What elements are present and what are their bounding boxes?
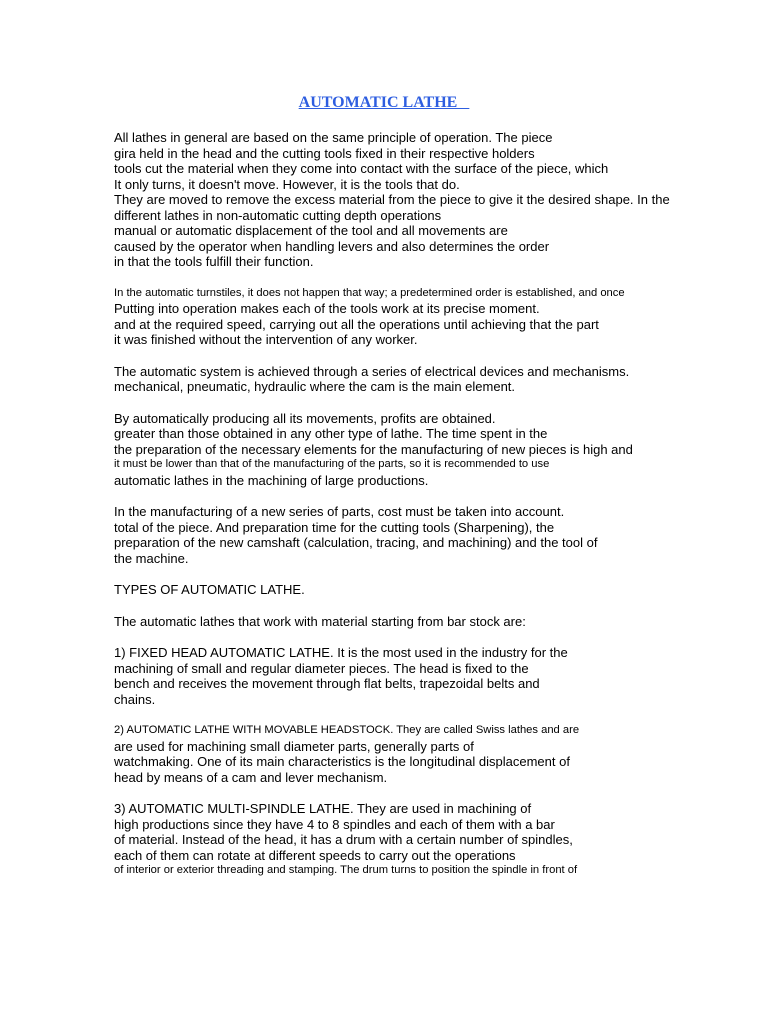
text-line: tools cut the material when they come into contact with the surface of the piece, which <box>114 161 609 176</box>
text-line: chains. <box>114 691 156 707</box>
text-line: watchmaking. One of its main characteristics is the longitudinal displacement of <box>114 754 570 769</box>
text-line: high productions since they have 4 to 8 spindles and each of them with a bar <box>114 816 555 832</box>
document-body <box>114 130 674 879</box>
text-line: mechanical, pneumatic, hydraulic where the cam is the main element. <box>114 379 516 394</box>
text-line: it must be lower than that of the manufacturing of the parts, so it is recommended to use <box>114 458 550 470</box>
text-line: the machine. <box>114 550 189 566</box>
text-line: 1) FIXED HEAD AUTOMATIC LATHE. It is the most used in the industry for the <box>114 645 568 660</box>
text-line: manual or automatic displacement of the tool and all movements are <box>114 223 508 238</box>
paragraph <box>114 411 674 489</box>
text-line: In the automatic turnstiles, it does not happen that way; a predetermined order is established, and once <box>114 286 625 299</box>
paragraph <box>114 614 674 630</box>
text-line: different lathes in non-automatic cutting depth operations <box>114 207 442 223</box>
text-line: total of the piece. And preparation time for the cutting tools (Sharpening), the <box>114 519 555 535</box>
text-line: preparation of the new camshaft (calculation, tracing, and machining) and the tool of <box>114 535 598 550</box>
text-line: It only turns, it doesn't move. However, it is the tools that do. <box>114 176 460 192</box>
paragraph-gap <box>114 395 674 411</box>
text-line: caused by the operator when handling levers and also determines the order <box>114 238 550 254</box>
text-line: greater than those obtained in any other type of lathe. The time spent in the <box>114 426 548 441</box>
text-line: All lathes in general are based on the same principle of operation. The piece <box>114 130 553 145</box>
text-line: The automatic lathes that work with material starting from bar stock are: <box>114 613 526 629</box>
text-line: it was finished without the intervention of any worker. <box>114 332 418 347</box>
paragraph <box>114 801 674 879</box>
text-line: They are moved to remove the excess material from the piece to give it the desired shape. In the <box>114 192 670 207</box>
text-line: 3) AUTOMATIC MULTI-SPINDLE LATHE. They are used in machining of <box>114 801 532 816</box>
text-line: in that the tools fulfill their function. <box>114 254 314 269</box>
text-line: machining of small and regular diameter pieces. The head is fixed to the <box>114 660 529 676</box>
text-line: gira held in the head and the cutting tools fixed in their respective holders <box>114 145 535 161</box>
paragraph-gap <box>114 629 674 645</box>
paragraph-gap <box>114 707 674 723</box>
paragraph-gap <box>114 270 674 286</box>
paragraph <box>114 286 674 348</box>
paragraph <box>114 723 674 785</box>
text-line: Putting into operation makes each of the tools work at its precise moment. <box>114 301 540 316</box>
text-line: In the manufacturing of a new series of parts, cost must be taken into account. <box>114 504 565 519</box>
paragraph <box>114 582 674 598</box>
text-line: of interior or exterior threading and stamping. The drum turns to position the spindle in front of <box>114 864 578 876</box>
paragraph <box>114 504 674 566</box>
text-line: bench and receives the movement through flat belts, trapezoidal belts and <box>114 676 540 691</box>
paragraph-gap <box>114 566 674 582</box>
text-line: 2) AUTOMATIC LATHE WITH MOVABLE HEADSTOCK. They are called Swiss lathes and are <box>114 724 580 736</box>
text-line: are used for machining small diameter parts, generally parts of <box>114 738 474 754</box>
text-line: each of them can rotate at different speeds to carry out the operations <box>114 847 516 863</box>
text-line: automatic lathes in the machining of large productions. <box>114 472 429 488</box>
paragraph <box>114 645 674 707</box>
paragraph-gap <box>114 598 674 614</box>
text-line: By automatically producing all its movements, profits are obtained. <box>114 410 496 426</box>
document-title: AUTOMATIC LATHE <box>298 94 470 111</box>
paragraph <box>114 130 674 270</box>
paragraph-gap <box>114 785 674 801</box>
paragraph-gap <box>114 348 674 364</box>
paragraph-gap <box>114 488 674 504</box>
text-line: TYPES OF AUTOMATIC LATHE. <box>114 582 305 597</box>
text-line: The automatic system is achieved through a series of electrical devices and mechanisms. <box>114 363 630 379</box>
text-line: and at the required speed, carrying out all the operations until achieving that the part <box>114 316 599 332</box>
text-line: the preparation of the necessary elements for the manufacturing of new pieces is high and <box>114 441 633 457</box>
text-line: head by means of a cam and lever mechanism. <box>114 769 388 785</box>
paragraph <box>114 364 674 395</box>
text-line: of material. Instead of the head, it has a drum with a certain number of spindles, <box>114 832 573 847</box>
